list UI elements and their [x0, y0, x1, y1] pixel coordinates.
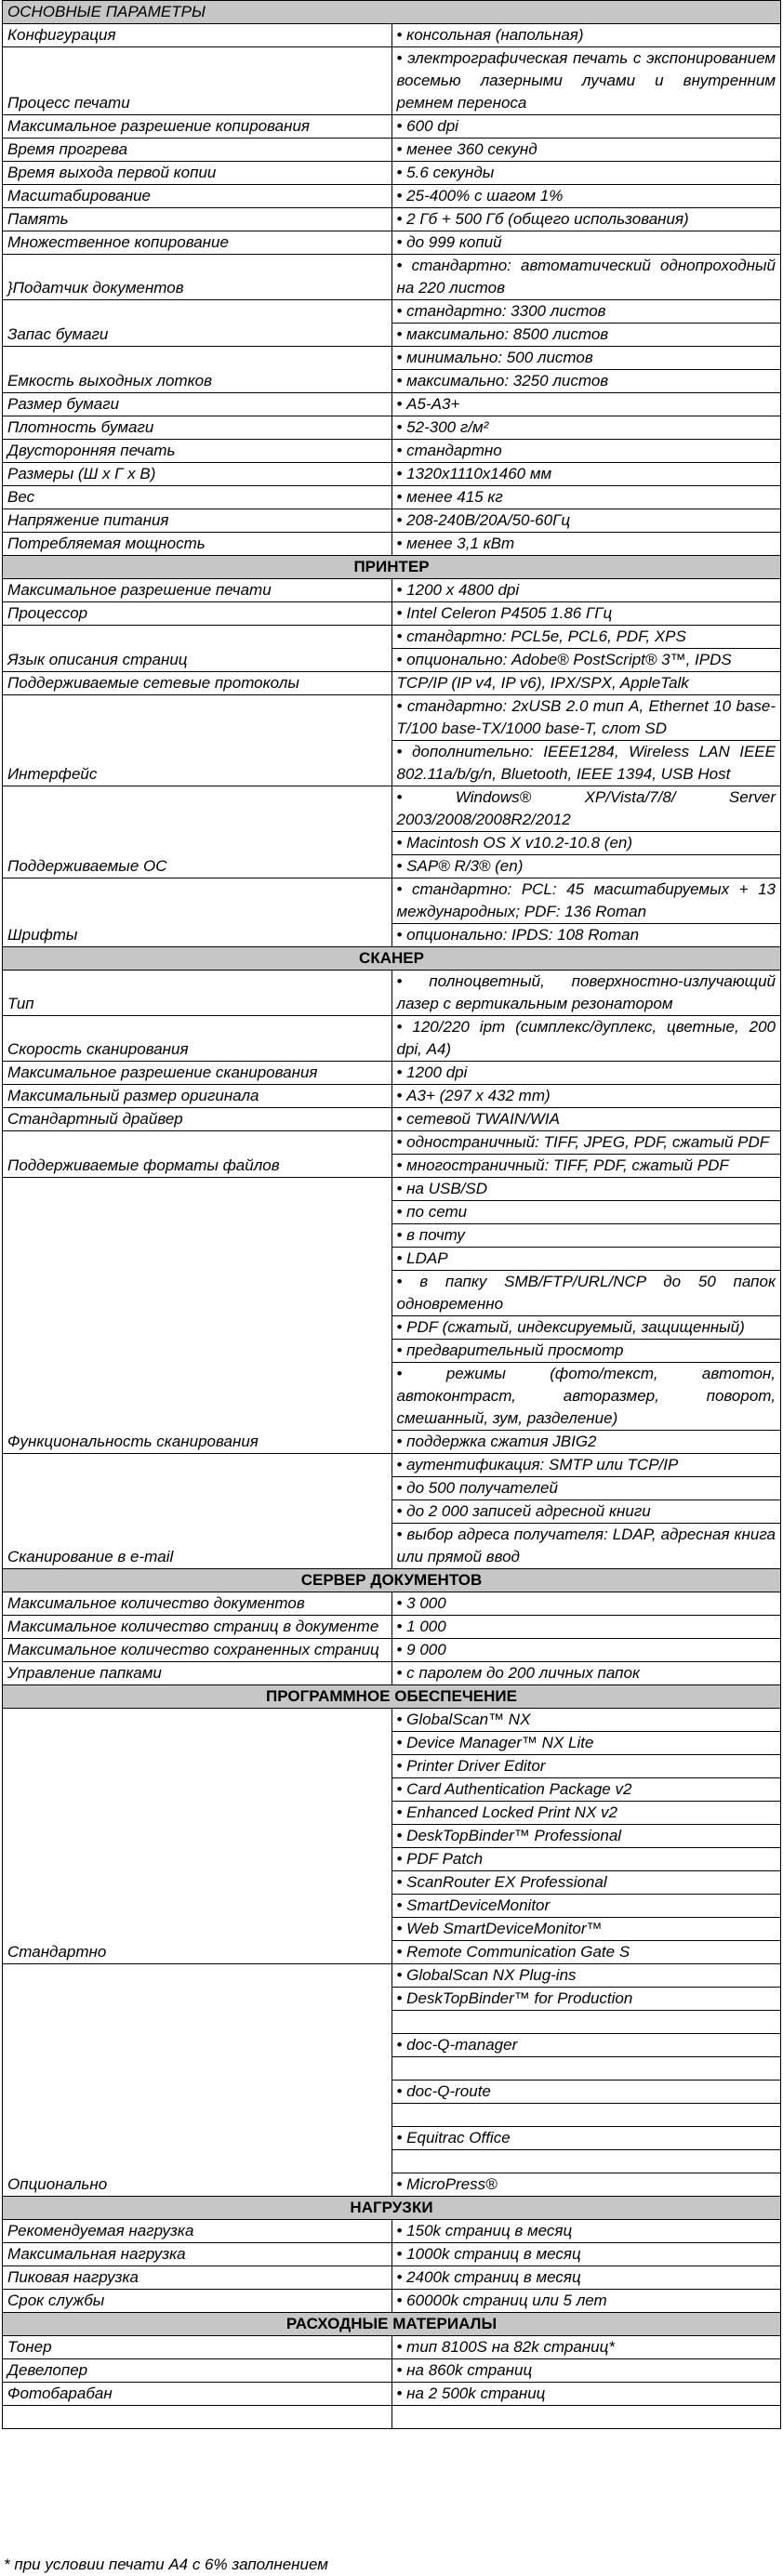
row-scan-speed: Скорость сканирования • 120/220 ipm (симплекс/дуплекс, цветные, 200 dpi, А4)	[3, 1016, 781, 1062]
row-scan-functions-2: • по сети	[3, 1201, 781, 1224]
row-config: Конфигурация • консольная (напольная)	[3, 24, 781, 47]
row-scan-email-4: • выбор адреса получателя: LDAP, адресная книга или прямой ввод	[3, 1524, 781, 1569]
row-duplex: Двусторонняя печать • стандартно	[3, 440, 781, 463]
section-software: ПРОГРАММНОЕ ОБЕСПЕЧЕНИЕ	[3, 1685, 781, 1709]
row-os-3: • SAP® R/3® (en)	[3, 855, 781, 878]
row-print-process: Процесс печати • электрографическая печать с экспонированием восемью лазерными лучами и внутренним ремнем переноса	[3, 47, 781, 115]
row-sw-standard-4: • Card Authentication Package v2	[3, 1778, 781, 1802]
row-scaling: Масштабирование • 25-400% с шагом 1%	[3, 185, 781, 208]
section-loads: НАГРУЗКИ	[3, 2197, 781, 2220]
row-scan-functions-4: • LDAP	[3, 1248, 781, 1271]
row-sw-optional-8: • Equitrac Office	[3, 2127, 781, 2150]
row-max-original: Максимальный размер оригинала • А3+ (297 x 432 mm)	[3, 1085, 781, 1108]
row-developer: Девелопер • на 860k страниц	[3, 2359, 781, 2383]
section-docserver: СЕРВЕР ДОКУМЕНТОВ	[3, 1569, 781, 1592]
row-max-docs: Максимальное количество документов • 3 000	[3, 1592, 781, 1616]
row-print-res: Максимальное разрешение печати • 1200 x 4800 dpi	[3, 579, 781, 602]
row-scan-functions-6: • PDF (сжатый, индексируемый, защищенный)	[3, 1316, 781, 1340]
row-drum: Фотобарабан • на 2 500k страниц	[3, 2383, 781, 2406]
row-weight: Вес • менее 415 кг	[3, 486, 781, 509]
row-scan-functions: Функциональность сканирования • на USB/SD	[3, 1178, 781, 1201]
row-sw-optional-2: • DeskTopBinder™ for Production	[3, 1988, 781, 2011]
row-dimensions: Размеры (Ш х Г х В) • 1320х1110х1460 мм	[3, 463, 781, 486]
row-first-copy: Время выхода первой копии • 5.6 секунды	[3, 162, 781, 185]
row-toner: Тонер • тип 8100S на 82k страниц*	[3, 2336, 781, 2359]
row-sw-standard-5: • Enhanced Locked Print NX v2	[3, 1802, 781, 1825]
row-pdl-2: • опционально: Adobe® PostScript® 3™, IPDS	[3, 649, 781, 672]
row-feeder: }Податчик документов • стандартно: автоматический однопроходный на 220 листов	[3, 255, 781, 300]
row-scan-functions-5: • в папку SMB/FTP/URL/NCP до 50 папок одновременно	[3, 1271, 781, 1316]
row-max-pages-doc: Максимальное количество страниц в документе • 1 000	[3, 1616, 781, 1639]
row-sw-optional-10: • MicroPress®	[3, 2173, 781, 2197]
row-interface-2: • дополнительно: IEEE1284, Wireless LAN IEEE 802.11a/b/g/n, Bluetooth, IEEE 1394, USB Host	[3, 741, 781, 786]
row-scan-functions-9: • поддержка сжатия JBIG2	[3, 1431, 781, 1454]
section-main: ОСНОВНЫЕ ПАРАМЕТРЫ	[3, 1, 781, 24]
section-consumables: РАСХОДНЫЕ МАТЕРИАЛЫ	[3, 2313, 781, 2336]
row-cpu: Процессор • Intel Celeron P4505 1.86 ГГц	[3, 602, 781, 626]
row-sw-standard-6: • DeskTopBinder™ Professional	[3, 1825, 781, 1848]
row-sw-standard-2: • Device Manager™ NX Lite	[3, 1732, 781, 1755]
row-scan-functions-8: • режимы (фото/текст, автотон, автоконтраст, авторазмер, поворот, смешанный, зум, разделение)	[3, 1363, 781, 1431]
row-paper-supply-2: • максимально: 8500 листов	[3, 324, 781, 347]
row-paper-density: Плотность бумаги • 52-300 г/м²	[3, 416, 781, 440]
row-interface: Интерфейс • стандартно: 2xUSB 2.0 тип А, Ethernet 10 base-T/100 base-TX/1000 base-T, слот SD	[3, 695, 781, 741]
row-sw-optional-6: • doc-Q-route	[3, 2081, 781, 2104]
row-sw-standard: Стандартно • GlobalScan™ NX	[3, 1709, 781, 1732]
row-os: Поддерживаемые ОС • Windows® XP/Vista/7/8/ Server 2003/2008/2008R2/2012	[3, 786, 781, 832]
row-memory: Память • 2 Гб + 500 Гб (общего использования)	[3, 208, 781, 231]
section-scanner: СКАНЕР	[3, 947, 781, 971]
row-fonts-2: • опционально: IPDS: 108 Roman	[3, 924, 781, 947]
row-net-protocols: Поддерживаемые сетевые протоколы TCP/IP (IP v4, IP v6), IPX/SPX, AppleTalk	[3, 672, 781, 695]
row-scan-functions-7: • предварительный просмотр	[3, 1340, 781, 1363]
row-sw-standard-8: • ScanRouter EX Professional	[3, 1871, 781, 1895]
footnote: * при условии печати А4 с 6% заполнением	[4, 2556, 328, 2573]
spec-table	[2, 0, 781, 2429]
row-scan-email-3: • до 2 000 записей адресной книги	[3, 1500, 781, 1524]
row-peak-load: Пиковая нагрузка • 2400k страниц в месяц	[3, 2266, 781, 2290]
row-sw-standard-10: • Web SmartDeviceMonitor™	[3, 1918, 781, 1941]
row-voltage: Напряжение питания • 208-240В/20А/50-60Гц	[3, 509, 781, 533]
row-std-driver: Стандартный драйвер • сетевой TWAIN/WIA	[3, 1108, 781, 1131]
row-sw-standard-11: • Remote Communication Gate S	[3, 1941, 781, 1964]
section-printer: ПРИНТЕР	[3, 556, 781, 579]
row-file-formats: Поддерживаемые форматы файлов • одностраничный: TIFF, JPEG, PDF, сжатый PDF	[3, 1131, 781, 1155]
row-sw-standard-3: • Printer Driver Editor	[3, 1755, 781, 1778]
row-folders: Управление папками • с паролем до 200 личных папок	[3, 1662, 781, 1685]
row-file-formats-2: • многостраничный: TIFF, PDF, сжатый PDF	[3, 1155, 781, 1178]
row-rec-load: Рекомендуемая нагрузка • 150k страниц в месяц	[3, 2220, 781, 2243]
row-empty	[3, 2406, 781, 2429]
row-lifetime: Срок службы • 60000k страниц или 5 лет	[3, 2290, 781, 2313]
row-output-cap-2: • максимально: 3250 листов	[3, 370, 781, 393]
row-max-saved-pages: Максимальное количество сохраненных страниц • 9 000	[3, 1639, 781, 1662]
row-pdl: Язык описания страниц • стандартно: PCL5e, PCL6, PDF, XPS	[3, 626, 781, 649]
row-power: Потребляемая мощность • менее 3,1 кВт	[3, 533, 781, 556]
row-sw-optional: Опционально • GlobalScan NX Plug-ins	[3, 1964, 781, 1988]
row-warmup: Время прогрева • менее 360 секунд	[3, 139, 781, 162]
row-scan-email-2: • до 500 получателей	[3, 1477, 781, 1500]
row-scan-functions-3: • в почту	[3, 1224, 781, 1248]
row-sw-standard-9: • SmartDeviceMonitor	[3, 1895, 781, 1918]
row-copy-res: Максимальное разрешение копирования • 600 dpi	[3, 115, 781, 139]
row-scan-res: Максимальное разрешение сканирования • 1200 dpi	[3, 1062, 781, 1085]
row-output-cap: Емкость выходных лотков • минимально: 500 листов	[3, 347, 781, 370]
row-scan-email: Сканирование в e-mail • аутентификация: SMTP или TCP/IP	[3, 1454, 781, 1477]
row-max-load: Максимальная нагрузка • 1000k страниц в месяц	[3, 2243, 781, 2266]
row-fonts: Шрифты • стандартно: PCL: 45 масштабируемых + 13 международных; PDF: 136 Roman	[3, 878, 781, 924]
row-sw-optional-4: • doc-Q-manager	[3, 2034, 781, 2057]
row-sw-standard-7: • PDF Patch	[3, 1848, 781, 1871]
row-paper-size: Размер бумаги • А5-А3+	[3, 393, 781, 416]
row-os-2: • Macintosh OS X v10.2-10.8 (en)	[3, 832, 781, 855]
row-scan-type: Тип • полноцветный, поверхностно-излучающий лазер с вертикальным резонатором	[3, 971, 781, 1016]
row-multi-copy: Множественное копирование • до 999 копий	[3, 231, 781, 255]
row-paper-supply: Запас бумаги • стандартно: 3300 листов	[3, 300, 781, 324]
